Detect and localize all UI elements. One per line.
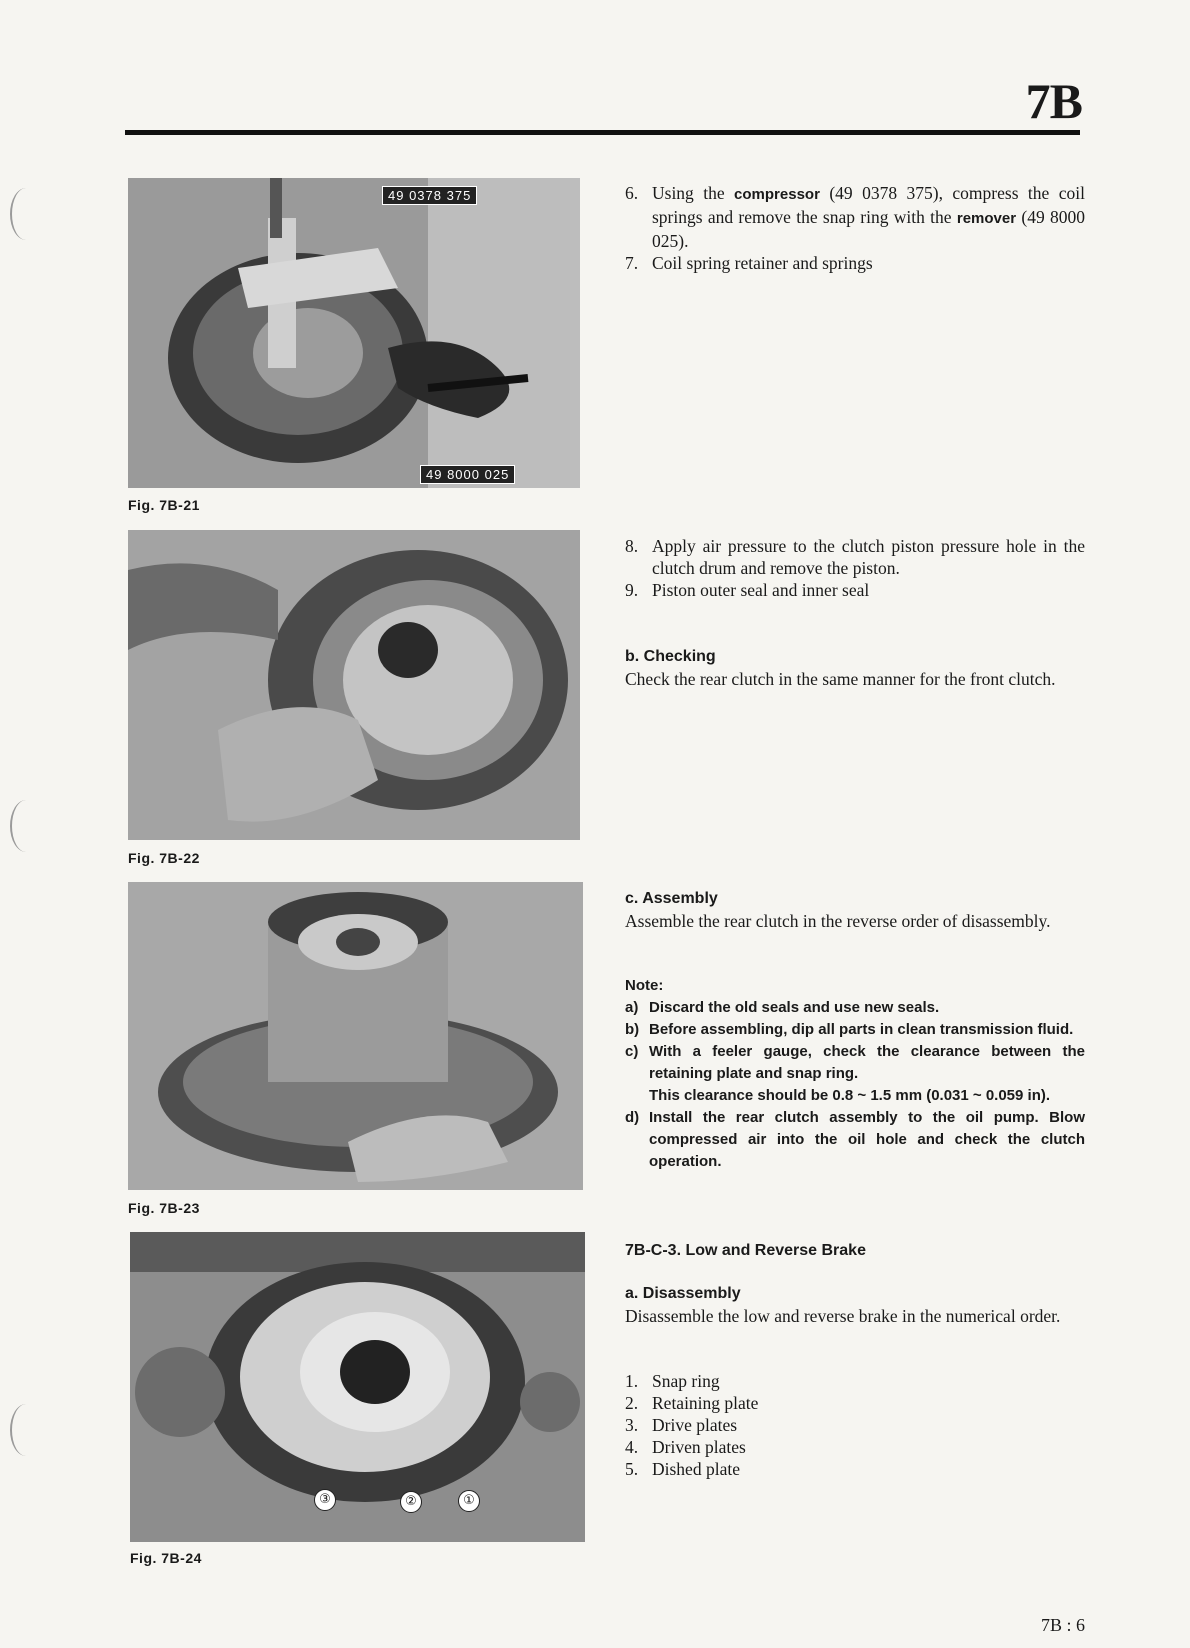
- tool-tag-remover: 49 8000 025: [420, 465, 515, 484]
- paragraph: Check the rear clutch in the same manner for the front clutch.: [625, 669, 1056, 689]
- callout-2: ②: [400, 1491, 422, 1513]
- figure-caption: Fig. 7B-24: [130, 1550, 202, 1566]
- list-item: 4. Driven plates: [625, 1437, 746, 1457]
- list-item: 2. Retaining plate: [625, 1393, 759, 1413]
- figure-caption: Fig. 7B-23: [128, 1200, 200, 1216]
- assembly-section: [625, 888, 1085, 932]
- disassembly-section: [625, 1283, 1085, 1327]
- photo-clutch-piston: [128, 530, 580, 840]
- list-item: 1. Snap ring: [625, 1371, 720, 1391]
- parts-list: [625, 1370, 1085, 1480]
- note-item: c) With a feeler gauge, check the clearance between the retaining plate and snap ring. This clearance should be 0.8 ~ 1.5 mm (0.031 ~ 0.059 in).: [625, 1043, 1085, 1104]
- list-item: 8. Apply air pressure to the clutch piston pressure hole in the clutch drum and remove the piston.: [625, 536, 1085, 578]
- figure-caption: Fig. 7B-22: [128, 850, 200, 866]
- list-item: 9. Piston outer seal and inner seal: [625, 580, 870, 600]
- note-item: b) Before assembling, dip all parts in clean transmission fluid.: [625, 1021, 1074, 1038]
- callout-1: ①: [458, 1490, 480, 1512]
- checking-section: [625, 646, 1085, 690]
- tool-name: compressor: [734, 186, 820, 203]
- binder-hole: [10, 188, 42, 240]
- note-block: [625, 975, 1085, 1173]
- paragraph: Disassemble the low and reverse brake in the numerical order.: [625, 1306, 1061, 1326]
- header-rule: [125, 130, 1080, 135]
- section-code: 7B: [1025, 73, 1082, 129]
- callout-3: ③: [314, 1489, 336, 1511]
- tool-name: remover: [956, 210, 1017, 227]
- figure-caption: Fig. 7B-21: [128, 497, 200, 513]
- binder-hole: [10, 800, 42, 852]
- section-heading: b. Checking: [625, 648, 716, 665]
- list-item: 3. Drive plates: [625, 1415, 738, 1435]
- photo-compressor-tool: [128, 178, 580, 488]
- section-title: 7B-C-3. Low and Reverse Brake: [625, 1242, 866, 1259]
- list-item: 6. Using the compressor (49 0378 375), compress the coil springs and remove the snap ring with the remover (49 8000 025).: [625, 183, 1085, 251]
- photo-clutch-on-pump: [128, 882, 583, 1190]
- steps-8-9: [625, 535, 1085, 601]
- note-label: Note:: [625, 977, 664, 994]
- section-heading: a. Disassembly: [625, 1285, 741, 1302]
- list-item: 7. Coil spring retainer and springs: [625, 253, 873, 273]
- binder-hole: [10, 1404, 42, 1456]
- note-item: a) Discard the old seals and use new seals.: [625, 999, 940, 1016]
- section-heading: c. Assembly: [625, 890, 718, 907]
- tool-tag-compressor: 49 0378 375: [382, 186, 477, 205]
- paragraph: Assemble the rear clutch in the reverse order of disassembly.: [625, 911, 1051, 931]
- list-item: 5. Dished plate: [625, 1459, 740, 1479]
- steps-6-7: [625, 182, 1085, 274]
- page-number: 7B : 6: [1040, 1615, 1085, 1635]
- note-item: d) Install the rear clutch assembly to the oil pump. Blow compressed air into the oil hole and check the clutch operation.: [625, 1109, 1085, 1170]
- photo-low-reverse-brake: [130, 1232, 585, 1542]
